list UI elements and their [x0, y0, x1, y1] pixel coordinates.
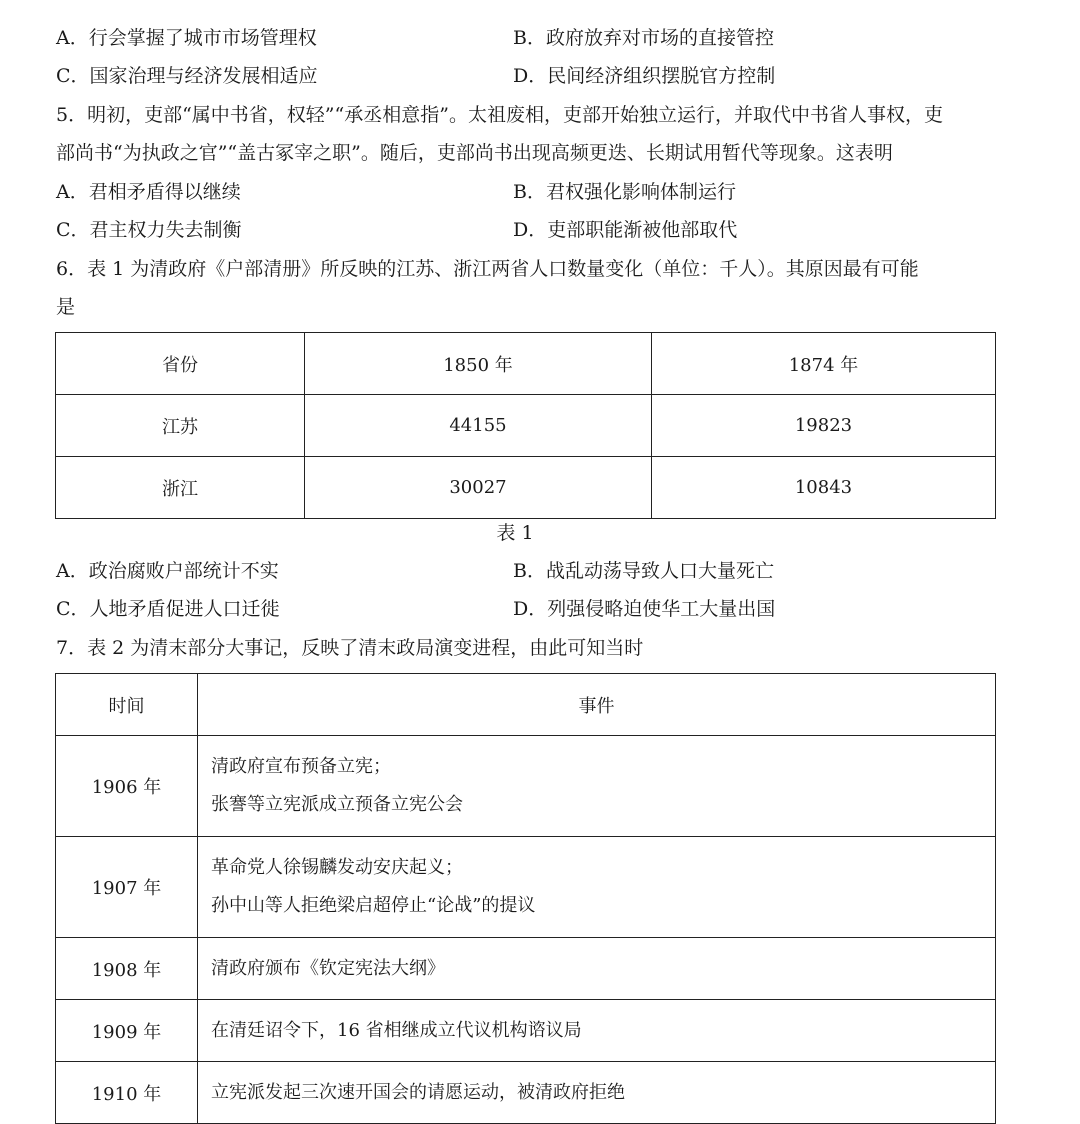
table-header-cell: 省份 [56, 333, 305, 395]
table-cell-events [198, 1000, 996, 1062]
events-table [55, 673, 996, 1124]
table-header-cell: 时间 [56, 674, 198, 736]
event-text: 孙中山等人拒绝梁启超停止“论战”的提议 [211, 895, 536, 916]
q5-option-c: C．君主权力失去制衡 [56, 219, 242, 241]
table-header-cell: 1874 年 [652, 333, 996, 395]
table-row [56, 1000, 996, 1062]
q7-stem: 7．表 2 为清末部分大事记，反映了清末政局演变进程，由此可知当时 [56, 637, 644, 659]
table-row [56, 938, 996, 1000]
table-cell-year: 1908 年 [56, 938, 198, 1000]
table-cell-events [198, 1062, 996, 1124]
table-cell-province: 浙江 [56, 457, 305, 519]
table-cell-year: 1910 年 [56, 1062, 198, 1124]
table-row [56, 1062, 996, 1124]
population-table [55, 332, 996, 519]
event-text: 革命党人徐锡麟发动安庆起义； [211, 857, 463, 878]
q4-option-a: A．行会掌握了城市市场管理权 [56, 27, 317, 49]
q5-option-d: D．吏部职能渐被他部取代 [513, 219, 738, 241]
table-cell-year: 1907 年 [56, 837, 198, 938]
table-cell-year: 1909 年 [56, 1000, 198, 1062]
q5-stem-line1: 5．明初，吏部“属中书省，权轻”“承丞相意指”。太祖废相，吏部开始独立运行，并取代中书省人事权，吏 [56, 104, 943, 126]
q6-option-c: C．人地矛盾促进人口迁徙 [56, 598, 280, 620]
q4-option-c: C．国家治理与经济发展相适应 [56, 65, 318, 87]
q5-option-a: A．君相矛盾得以继续 [56, 181, 241, 203]
table-cell-province: 江苏 [56, 395, 305, 457]
table-row [56, 736, 996, 837]
table-cell-value: 10843 [652, 457, 996, 519]
table-cell-events [198, 938, 996, 1000]
table-header-row [56, 333, 996, 395]
event-text: 立宪派发起三次速开国会的请愿运动，被清政府拒绝 [211, 1081, 625, 1103]
table-header-row [56, 674, 996, 736]
q4-option-d: D．民间经济组织摆脱官方控制 [513, 65, 776, 87]
table-row [56, 395, 996, 457]
q6-stem-line1: 6．表 1 为清政府《户部清册》所反映的江苏、浙江两省人口数量变化（单位：千人）。其原因最有可能 [56, 258, 919, 280]
q6-option-b: B．战乱动荡导致人口大量死亡 [513, 560, 774, 582]
table-cell-value: 30027 [305, 457, 652, 519]
q6-option-a: A．政治腐败户部统计不实 [56, 560, 279, 582]
table-cell-value: 19823 [652, 395, 996, 457]
table-caption: 表 1 [496, 522, 534, 544]
table-row [56, 837, 996, 938]
table-cell-value: 44155 [305, 395, 652, 457]
event-text: 清政府颁布《钦定宪法大纲》 [211, 957, 445, 979]
table-header-cell: 事件 [198, 674, 996, 736]
table-cell-year: 1906 年 [56, 736, 198, 837]
table-cell-events [198, 736, 996, 837]
table-header-cell: 1850 年 [305, 333, 652, 395]
table-cell-events [198, 837, 996, 938]
q6-option-d: D．列强侵略迫使华工大量出国 [513, 598, 776, 620]
event-text: 在清廷诏令下，16 省相继成立代议机构谘议局 [211, 1019, 582, 1041]
event-text: 清政府宣布预备立宪； [211, 756, 391, 777]
q6-stem-line2: 是 [56, 296, 76, 318]
q5-stem-line2: 部尚书“为执政之官”“盖古冢宰之职”。随后，吏部尚书出现高频更迭、长期试用暂代等现象。这表明 [56, 142, 893, 164]
q5-option-b: B．君权强化影响体制运行 [513, 181, 736, 203]
q4-option-b: B．政府放弃对市场的直接管控 [513, 27, 774, 49]
table-row [56, 457, 996, 519]
event-text: 张謇等立宪派成立预备立宪公会 [211, 794, 463, 815]
